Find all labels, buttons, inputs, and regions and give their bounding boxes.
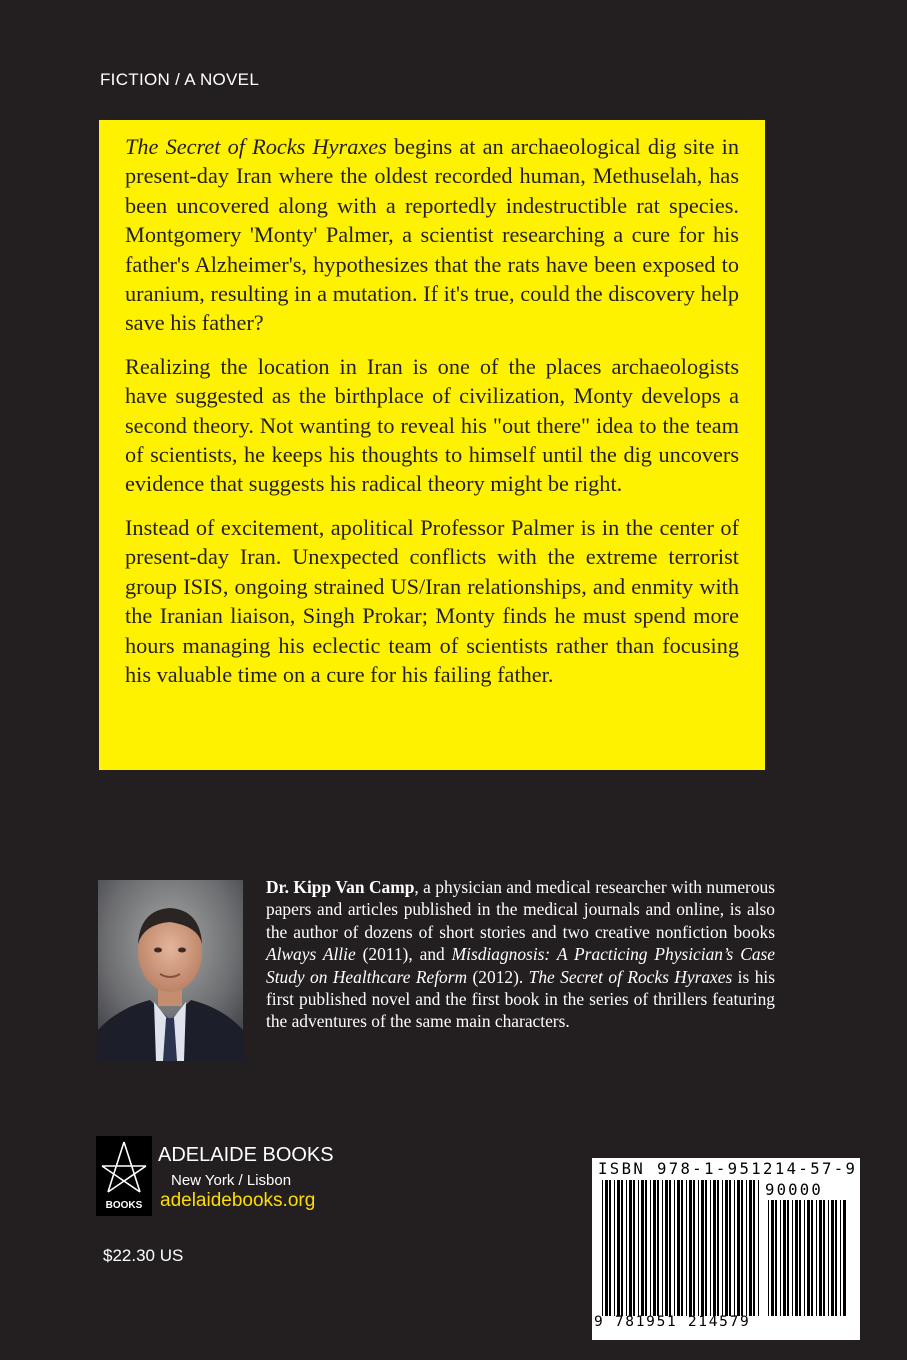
publisher-city: New York / Lisbon [171,1172,292,1189]
barcode-bar [783,1200,786,1316]
barcode-bars [600,1180,762,1316]
price: $22.30 US [103,1246,184,1265]
barcode-bar [621,1180,623,1316]
barcode-bar [681,1180,683,1316]
blurb-paragraph-2: Realizing the location in Iran is one of the places archaeologists have suggested as the birthplace of civilization, Monty develops a second theory. Not wanting to reveal his "out there" idea to the team of scientists, he keeps his thoughts to himself until the dig uncovers evidence that suggests his radical theory might be right. [125,353,739,497]
bio-book-1: Always Allie [266,944,356,965]
barcode-bar [725,1180,728,1316]
barcode-bar [741,1180,743,1316]
barcode-bar [605,1180,608,1316]
barcode-bar [771,1200,774,1316]
barcode-bar [665,1180,668,1316]
publisher-logo [96,1136,152,1216]
barcode-bar [717,1180,719,1316]
barcode-bar [629,1180,632,1316]
author-photo [98,880,243,1061]
barcode-bar [677,1180,680,1316]
barcode-bar [609,1180,611,1316]
barcode-bar [746,1180,747,1316]
barcode-bar [768,1200,769,1316]
barcode-bar [698,1180,699,1316]
barcode-bar [686,1180,687,1316]
barcode-bar [835,1200,837,1316]
author-name: Dr. Kipp Van Camp [266,877,415,897]
barcode-bar [650,1180,651,1316]
barcode-bar [614,1180,615,1316]
barcode-bar [804,1200,805,1316]
barcode-bar [823,1200,825,1316]
barcode-bar [662,1180,663,1316]
barcode-bar [674,1180,675,1316]
barcode-bar [749,1180,752,1316]
barcode-bar [633,1180,635,1316]
barcode-bar [787,1200,789,1316]
barcode-bar [617,1180,620,1316]
barcode-bar [705,1180,707,1316]
barcode-digits: 9 781951 214579 [594,1314,751,1330]
barcode-bar [669,1180,671,1316]
bio-text-3: (2012). [467,966,529,987]
barcode-bar [626,1180,627,1316]
blurb-paragraph-3: Instead of excitement, apolitical Professor Palmer is in the center of present-day Iran. Unexpected conflicts with the extreme terrorist group ISIS, ongoing strained US/Iran relationships, and enmity with the Iranian liaison, Singh Prokar; Monty finds he must spend more hours managing his eclectic team of scientists rather than focusing his valuable time on a cure for his failing father. [125,514,739,687]
barcode-bar [819,1200,822,1316]
barcode-bar [701,1180,704,1316]
bio-book-3: The Secret of Rocks Hyraxes [528,966,733,987]
barcode-bar [602,1180,603,1316]
barcode-bar [780,1200,781,1316]
blurb-box [99,120,765,770]
barcode-bar [758,1180,759,1316]
barcode-bar [657,1180,659,1316]
barcode-bar [828,1200,829,1316]
barcode-bar [737,1180,740,1316]
bio-text-2: (2011), and [355,944,452,965]
barcode-bar [689,1180,692,1316]
publisher-website: adelaidebooks.org [160,1190,316,1211]
barcode-bar [722,1180,723,1316]
isbn-label: ISBN 978-1-951214-57-9 [598,1160,858,1178]
barcode-bar [729,1180,731,1316]
barcode-bar [645,1180,647,1316]
barcode-bar [753,1180,755,1316]
publisher-name: ADELAIDE BOOKS [158,1144,334,1166]
barcode-bar [816,1200,817,1316]
bio-text-1: , a physician and medical researcher with numerous papers and articles published in the medical journals and online, is also the author of dozens of short stories and two creative nonfiction books [266,877,775,942]
author-bio [266,876,775,1033]
barcode-bar [710,1180,711,1316]
barcode-bar [641,1180,644,1316]
publisher-block [96,1136,356,1216]
barcode-addon-bars [766,1200,846,1316]
publisher-logo-text: BOOKS [105,1200,143,1211]
bio-text-4: is his first published novel and the first book in the series of thrillers featuring the adventures of the same main characters. [266,966,775,1032]
barcode-bar [795,1200,798,1316]
bio-book-2: Misdiagnosis: A Practicing Physician’s Case Study on Healthcare Reform [266,944,775,987]
barcode-bar [799,1200,801,1316]
barcode-bar [713,1180,716,1316]
barcode-bar [638,1180,639,1316]
barcode-bar [811,1200,813,1316]
blurb-book-title: The Secret of Rocks Hyraxes [125,134,387,159]
barcode-bar [653,1180,656,1316]
barcode-bar [775,1200,777,1316]
barcode-bar [807,1200,810,1316]
blurb-paragraph-1 [125,132,739,338]
barcode-bar [843,1200,846,1316]
isbn-barcode [592,1158,860,1340]
blurb-paragraph-1-text: begins at an archaeological dig site in present-day Iran where the oldest recorded human, Methuselah, has been uncovered along with a reportedly indestructible rat species. Montgomery 'Monty' Palmer, a scientist researching a cure for his father's Alzheimer's, hypothesizes that the rats have been exposed to uranium, resulting in a mutation. If it's true, could the discovery help save his father? [125,134,739,336]
barcode-bar [693,1180,695,1316]
barcode-bar [840,1200,841,1316]
barcode-bar [734,1180,735,1316]
barcode-bar [831,1200,834,1316]
genre-label: FICTION / A NOVEL [100,70,260,89]
barcode-bar [792,1200,793,1316]
barcode-addon-number: 90000 [765,1181,823,1199]
